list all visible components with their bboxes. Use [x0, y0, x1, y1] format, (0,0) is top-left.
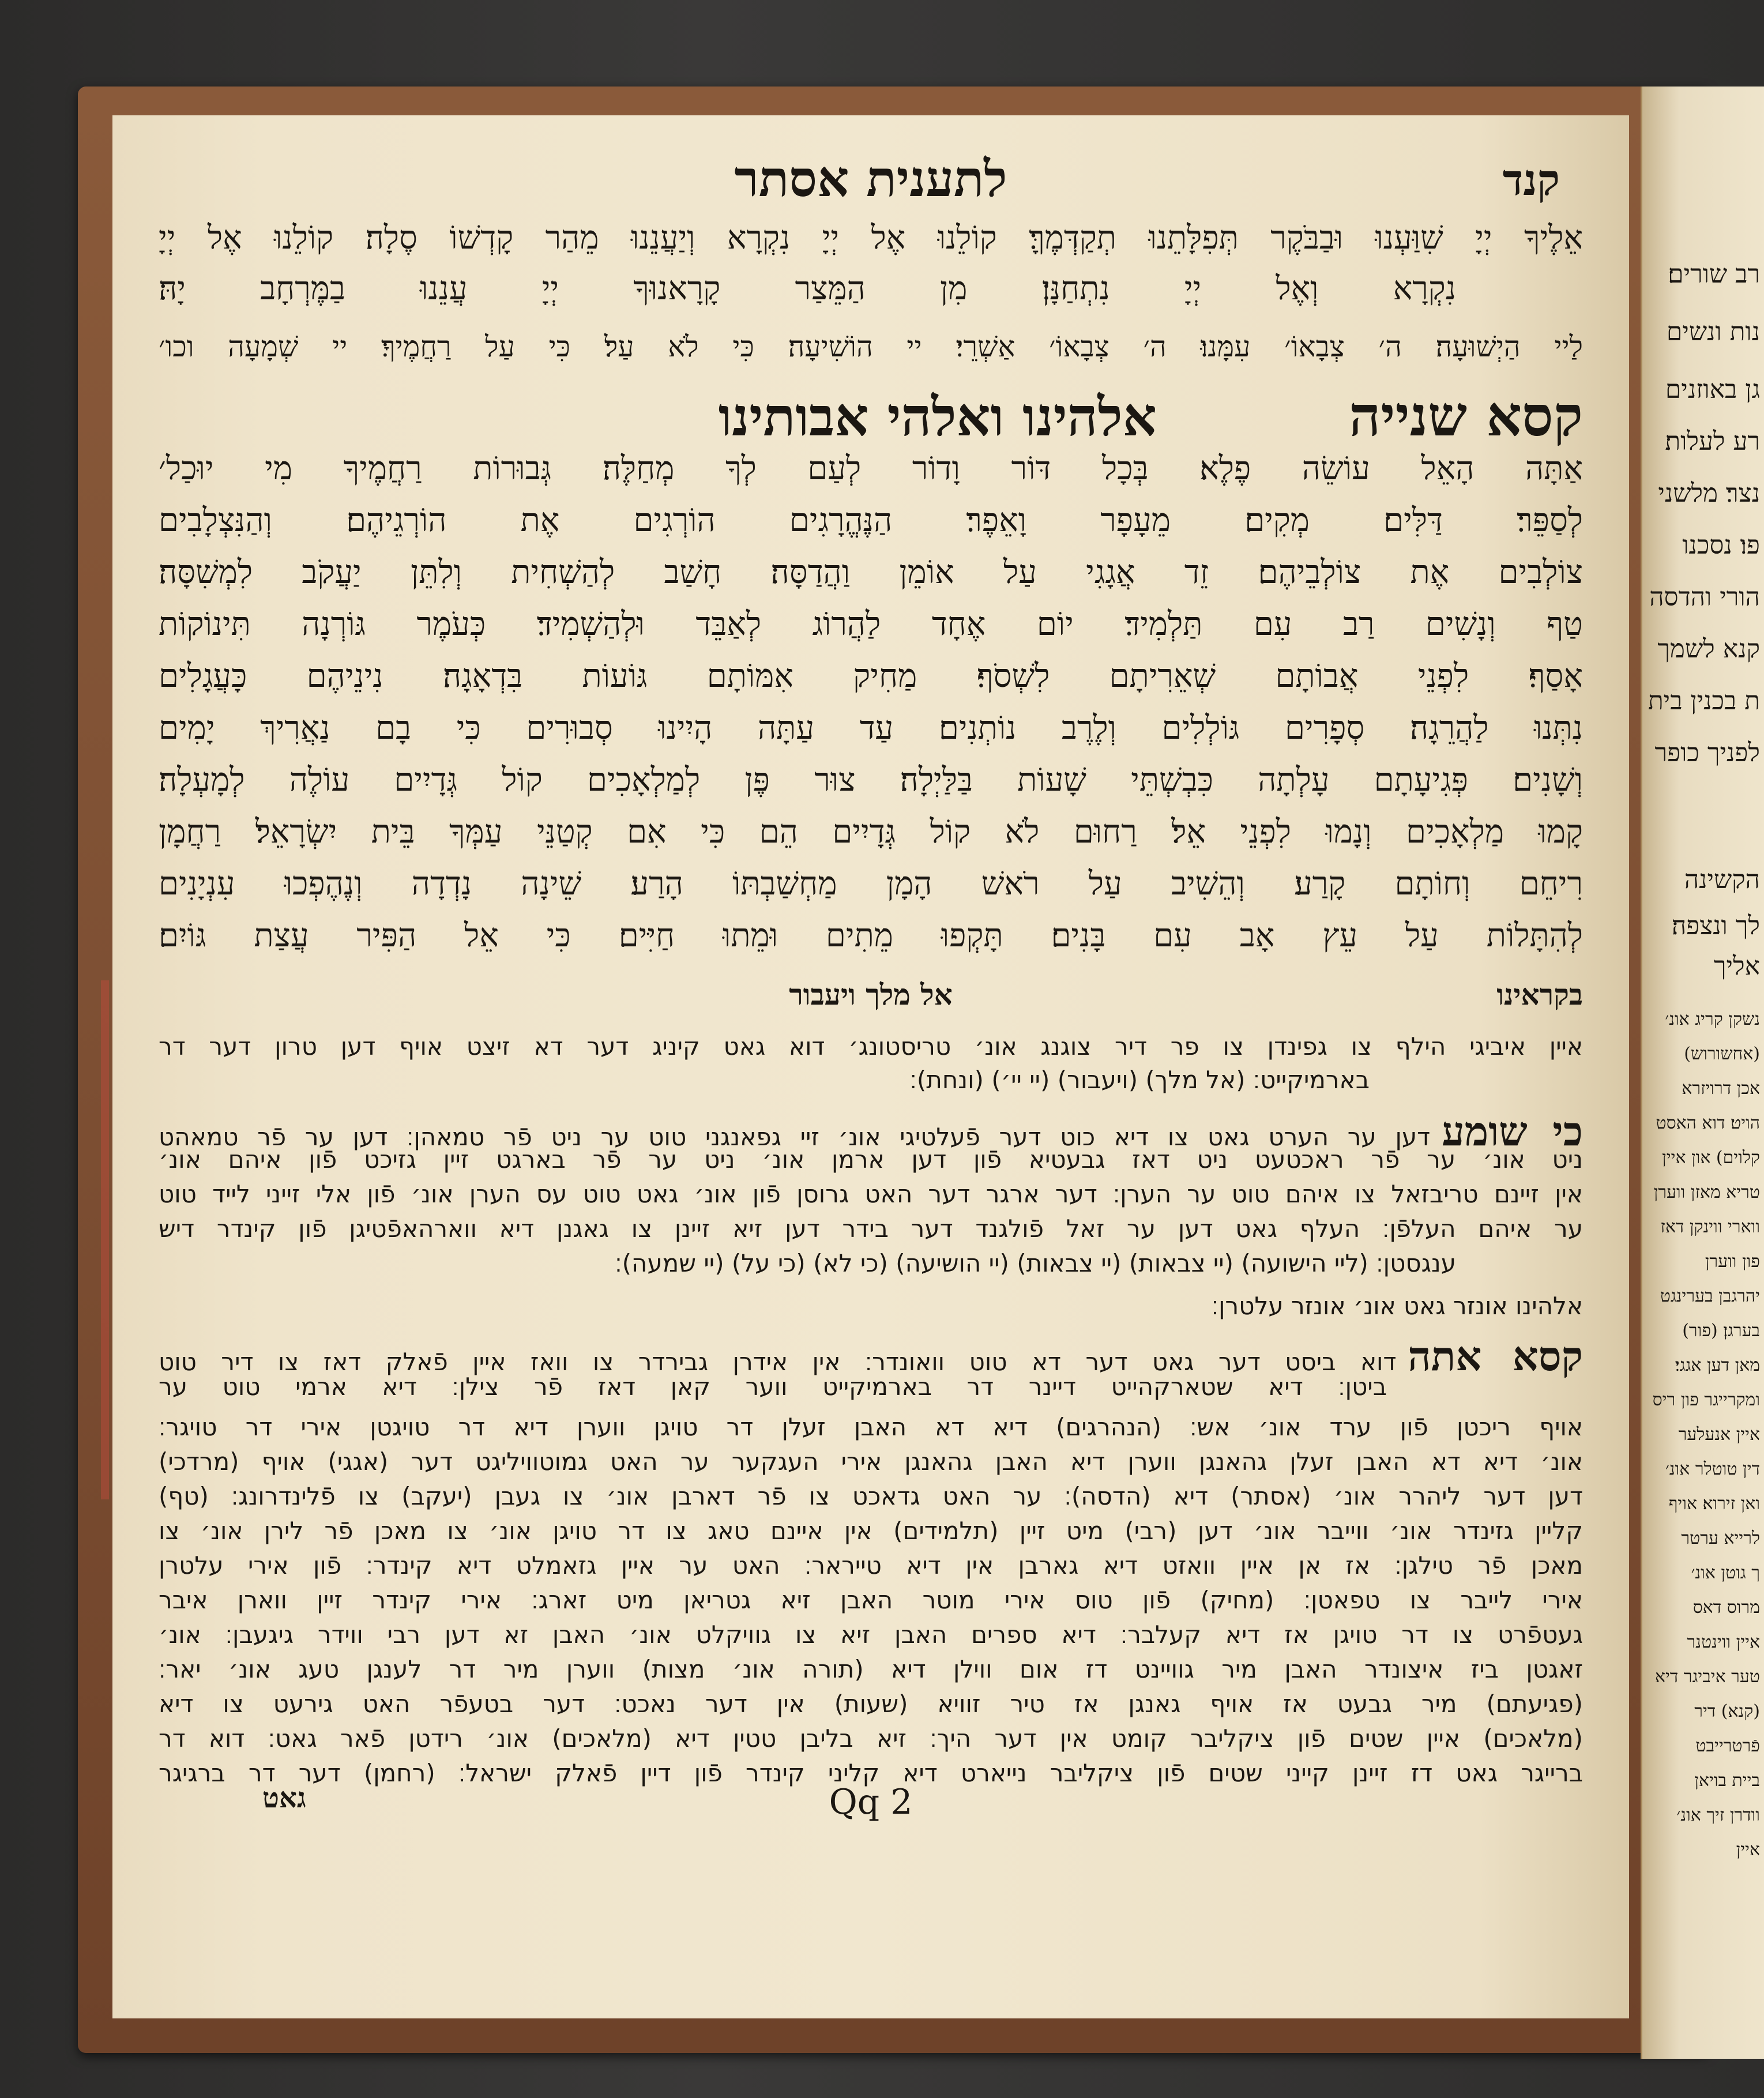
facing-small-line: איין: [1736, 1840, 1760, 1860]
facing-fragment: לך ונצפה׃: [1671, 911, 1760, 941]
folio-number: קנד: [1502, 156, 1560, 205]
facing-small-line: ווארי ווינקן דאז: [1660, 1217, 1760, 1237]
ki-shomea-text: דען ער הערט גאט צו דיא כוט דער פֿעלטיגי אונ׳ זיי גפאנגני טוט ער ניט פֿר טמאהן׃ דען ער פֿר טמאהט: [159, 1123, 1431, 1151]
yiddish-line: מאכן פֿר טילגן׃ אז אן איין וואזט דיא גארבן אין דיא טייראר׃ האט ער איין גזאמלט דיא קינדר׃ פֿון אירי עלטרן: [159, 1551, 1583, 1580]
facing-small-line: בערגן׃ (פור): [1682, 1321, 1760, 1341]
left-page: [112, 115, 1629, 2018]
facing-fragment: לפניך כופר: [1654, 738, 1760, 768]
catchword: גאט: [262, 1782, 306, 1814]
facing-fragment: קנא לשמך: [1657, 634, 1760, 664]
yiddish-line: בארמיקייט׃ (אל מלך) (ויעבור) (יי יי׳) (ונחת)׃: [909, 1066, 1370, 1094]
facing-small-line: טריא מאזן ווערן: [1653, 1182, 1760, 1202]
facing-small-line: (קנא) דיר: [1694, 1701, 1760, 1721]
verse-line: לַיי הַיְשׁוּעָה׃ ה׳ צְבָאוֹ׳ עִמָּנוּ׃ ה׳ צְבָאוֹ׳ אַשְׁרֵי׃ יי הוֹשִׁיעָה׃ כִּי לֹא עַל׃ כִּי עַל רַחֲמֶיךָ׃ יי שְׁמָעָה וכו׳: [159, 330, 1583, 363]
facing-fragment: נצר׃ מלשני: [1658, 479, 1760, 508]
piyyut-line: צוֹלְבִים אֶת צוֹלְבֵיהֶם׃ זֵד אֲגָגִי עַל אוֹמֵן וַהֲדַסָּה׃ חָשַׁב לְהַשְׁחִית וְלִתֵּן יַעֲקֹב לִמְשִׁסָּה׃: [159, 554, 1583, 591]
yiddish-line: אירי לייבר צו טפאטן׃ (מחיק) פֿון טוס אירי מוטר האבן זיא גטריאן מיט זארג׃ אירי קינדר זיין ווארן איבר: [159, 1586, 1583, 1614]
piyyut-line: אַתָּה הָאֵל עוֹשֵׂה פֶלֶא׃ בְּכָל דּוֹר וָדוֹר לְעַם לְךָ מְחַלֶּה׃ גְּבוּרוֹת רַחֲמֶיךָ מִי יוּכַל׳: [159, 450, 1583, 487]
page-footer: [112, 1782, 1629, 1828]
facing-fragment: גן באוזנים: [1665, 375, 1760, 404]
piyyut-line: קָמוּ מַלְאָכִים וְנָמוּ לִפְנֵי אֵל׃ רַחוּם לֹא קוֹל גְּדָיִים הֵם כִּי אִם קְטַנֵּי עַמְּךָ בֵּית יִשְׂרָאֵל׃ רַחֲמָן: [159, 813, 1583, 851]
piyyut-line: רִיחֵם וְחוֹתָם קָרַע׃ וְהֵשִׁיב עַל רֹאשׁ הָמָן מַחְשַׁבְתּוֹ הָרַע׃ שֵׁינָה נָדְדָה וְנֶהֶפְכוּ עִנְיָנִים: [159, 865, 1583, 903]
facing-small-line: איין ווינטנר: [1687, 1632, 1760, 1652]
yiddish-line: (מלאכים) איין שטים פֿון ציקליבר קומט אין דער היך׃ זיא בליבן טטין דיא (מלאכים) אונ׳ רידטן פֿאר גאט׃ דוא דר: [159, 1724, 1583, 1753]
yiddish-line: געטפֿרט צו דר טויגן אז דיא קעלבר׃ דיא ספרים האבן זיא צו גוויקלט אונ׳ האבן זא דען רבי ווידר גיגעבן׃ אונ׳: [159, 1621, 1583, 1649]
piyyut-line: טַף וְנָשִׁים רַב עִם תַּלְמִיד׃ יוֹם אֶחָד לַהֲרוֹג לְאַבֵּד וּלְהַשְׁמִיד׃ כְּעֹמֶר גּוֹרְנָה תִּינוֹקוֹת: [159, 606, 1583, 643]
verse-line: נִקְרָא וְאֶל יְיָ נִתְחַנָּן׃ מִן הַמֵּצַר קָרָאנוּךָ יְיָ עֲנֵנוּ בַמֶּרְחָב יָהּ׃: [159, 270, 1456, 307]
signature-mark: Qq 2: [829, 1782, 913, 1822]
piyyut-line: אָסַף׃ לִפְנֵי אֲבוֹתָם שְׁאֵרִיתָם לִשְׁסֹף׃ מַחִיק אִמּוֹתָם גּוֹעוֹת בִּדְאָגָה׃ נִינֵיהֶם כָּעֲגָלִים: [159, 657, 1583, 695]
yiddish-line: איין איביגי הילף צו גפינדן צו פר דיר צוגנג אונ׳ טריסטונג׳ דוא גאט קיניג דער דא זיצט אויף דען טרון דער דר: [159, 1032, 1583, 1061]
facing-small-line: דין טוטלר אונ׳: [1665, 1459, 1760, 1479]
facing-fragment: הקשינה: [1684, 865, 1760, 894]
facing-small-line: איין אנעלער: [1678, 1424, 1760, 1445]
facing-page: [1641, 87, 1764, 2059]
section-title: קסא שנייה: [1349, 383, 1583, 449]
yiddish-line: ברייגר גאט דז זיינן קייני שטים פֿון ציקליבר נייארט דיא קליני קינדר פֿון דיין פֿאלק ישראל׃ (רחמן) דער דר ברגיגר: [159, 1759, 1583, 1787]
section-subtitle: אלהינו ואלהי אבותינו: [718, 386, 1157, 448]
subheading-right: בקראינו: [1496, 977, 1583, 1012]
facing-small-line: וודרן זיך אונ׳: [1676, 1805, 1760, 1825]
facing-small-line: אכן דרויזרא: [1682, 1078, 1760, 1099]
facing-small-line: טער איביגר דיא: [1654, 1667, 1760, 1687]
facing-small-line: ביית בויאן: [1694, 1770, 1760, 1791]
yiddish-line: אויף ריכטן פֿון ערד אונ׳ אש׃ (הנהרגים) דיא דא האבן זעלן דר טויגן ווערן דיא דר טויגטן אירי דר טויגר׃: [159, 1413, 1583, 1441]
verse-line: אֵלֶיךָ יְיָ שִׁוַּעְנוּ וּבַבֹּקֶר תְּפִלָּתֵנוּ תְקַדְּמֶךָּ׃ קוֹלֵנוּ אֶל יְיָ נִקְרָא וְיַעֲנֵנוּ מֵהַר קָדְשׁוֹ סֶלָה׃ קוֹלֵנוּ אֶל יְיָ: [159, 219, 1583, 257]
facing-fragment: נות ונשים: [1666, 317, 1760, 347]
yiddish-line: ביטן׃ דיא שטארקהייט דיינר דר בארמיקייט ווער קאן דאז פֿר צילן׃ דיא ארמי טוט ער: [159, 1373, 1387, 1401]
red-page-edge: [101, 980, 109, 1499]
facing-fragment: פו׃ נסכנו: [1682, 531, 1760, 560]
facing-small-line: מאן דען אגגי׃: [1675, 1355, 1760, 1375]
yiddish-line: אונ׳ דיא דא האבן זעלן גהאנגן ווערן דיא האבן גהאנגן אירי העגקער ער האט גמוטוויליגט דער (אגגי) אויף (מרדכי): [159, 1447, 1583, 1476]
piyyut-line: נִתְּנוּ לַהֲרֵגָה׃ סְפָרִים גּוֹלְלִים וְלֶרֶב נוֹתְנִים׃ עַד עַתָּה הָיִינוּ סְבוּרִים כִּי בָם נַאֲרִיךְ יָמִים: [159, 709, 1583, 747]
facing-small-line: פֿרטרייבט: [1695, 1736, 1760, 1756]
running-title: לתענית אסתר: [734, 150, 1007, 208]
piyyut-line: וְשָׁנִים׃ פְּגִיעָתָם עָלְתָה כִּבְשְׁתֵּי שָׁעוֹת בַּלַּיְלָה׃ צוּר פֶּן לְמַלְאָכִים קוֹל גְּדָיִים עוֹלֶה לְמָעְלָה׃: [159, 761, 1583, 799]
subheading-center: אל מלך ויעבור: [789, 977, 953, 1012]
page-header: [112, 150, 1629, 213]
facing-fragment: הורי והדסה: [1649, 582, 1760, 612]
facing-small-line: נשקן קריג אונ׳: [1665, 1009, 1760, 1029]
yiddish-line: ענגסטן׃ (ליי הישועה) (יי צבאות) (יי צבאות) (יי הושיעה) (כי לא) (כי על) (יי שמעה)׃: [615, 1249, 1456, 1277]
section-heading: [159, 383, 1583, 449]
yiddish-line: קליין גזינדר אונ׳ ווייבר אונ׳ דען (רבי) מיט זיין (תלמידים) אין איינם טאג צו דר טויגן אונ׳ צו מאכן פֿר לירן אונ׳ צו: [159, 1517, 1583, 1545]
ki-shomea-lead: כי שומע: [1442, 1107, 1583, 1155]
yiddish-line: דען דער ליהרר אונ׳ (אסתר) דיא (הדסה)׃ ער האט גדאכט צו פֿר דארבן אונ׳ צו געבן (יעקב) צו פֿלינדרונג׃ (טף): [159, 1482, 1583, 1510]
piyyut-line: לְסַפֵּר׃ דַּלִּים׃ מְקִים׃ מֵעָפָר וָאֵפֶר׃ הַנֶּהֱרָגִים הוֹרְגִים אֶת הוֹרְגֵיהֶם׃ וְהַנִּצְלָבִים: [159, 502, 1583, 539]
facing-small-line: ומקרייגר פון ריס: [1652, 1390, 1760, 1410]
facing-small-line: יהרגבן בערינגט: [1660, 1286, 1760, 1306]
facing-small-line: קלוים) און איין: [1662, 1148, 1760, 1168]
facing-fragment: אליך: [1713, 952, 1760, 981]
facing-small-line: הויט׃ דוא האסט: [1656, 1113, 1760, 1133]
yiddish-line: ער איהם העלפֿן׃ העלף גאט דען ער זאל פֿולגנד דער בידר דען זיא זיינן צו גאגנן דיא ווארהאפֿטיגן פֿון קינדר דיש: [159, 1215, 1583, 1243]
facing-small-line: פון ווערן: [1705, 1251, 1760, 1272]
yiddish-line: זאגטן ביז איצונדר האבן מיר גוויינט דז אום ווילן דיא (תורה אונ׳ מצות) ווערן מיר דר לענגן טעג אונ׳ יאר׃: [159, 1655, 1583, 1683]
ata-text: דוא ביסט דער גאט דער דא טוט וואונדר׃ אין אידרן גבירדר צו וואז איין פֿאלק דאז צו דיר טוט: [159, 1348, 1397, 1376]
facing-fragment: רב שורים׃: [1668, 260, 1760, 289]
ata-lead: קסא אתה: [1408, 1332, 1583, 1380]
facing-small-line: (אחשורוש): [1684, 1044, 1760, 1064]
facing-fragment: ת בכנין בית: [1648, 686, 1760, 716]
facing-small-line: לרייא ערטר: [1681, 1528, 1760, 1548]
yiddish-line: ניט אונ׳ ער פֿר ראכטעט ניט דאז גבעטיא פֿון דען ארמן אונ׳ ניט ער פֿר בארגט זיין גזיכט פֿון איהם אונ׳: [159, 1145, 1583, 1174]
facing-fragment: רע לעלות׃: [1665, 427, 1760, 456]
yiddish-line: אין זיינם טריבזאל צו איהם טוט ער הערן׃ דער ארגר דער האט גרוסן פֿון אונ׳ גאט טוט עס הערן אונ׳ פֿון אלי זייני לייד טוט: [159, 1180, 1583, 1208]
yiddish-line: (פגיעתם) מיר גבעט אז אויף גאנגן אז טיר זוויא (שעות) אין דער נאכט׃ דער בטעפֿר האט גירעט צו דיא: [159, 1690, 1583, 1718]
facing-small-line: מרוס דאס: [1692, 1597, 1760, 1618]
elohenu-line: אלהינו אונזר גאט אונ׳ אונזר עלטרן׃: [1211, 1292, 1583, 1320]
facing-small-line: ך גוטן אונ׳: [1691, 1563, 1760, 1583]
facing-small-line: ואן זירוא׃ אויף: [1668, 1494, 1760, 1514]
piyyut-line: לְהִתָּלוֹת עַל עֵץ אָב עִם בָּנִים׃ תָּקְפוּ מֵתִים וּמֵתוּ חַיִּים׃ כִּי אֵל הַפִּיר עֲצַת גּוֹיִם׃: [159, 917, 1583, 954]
